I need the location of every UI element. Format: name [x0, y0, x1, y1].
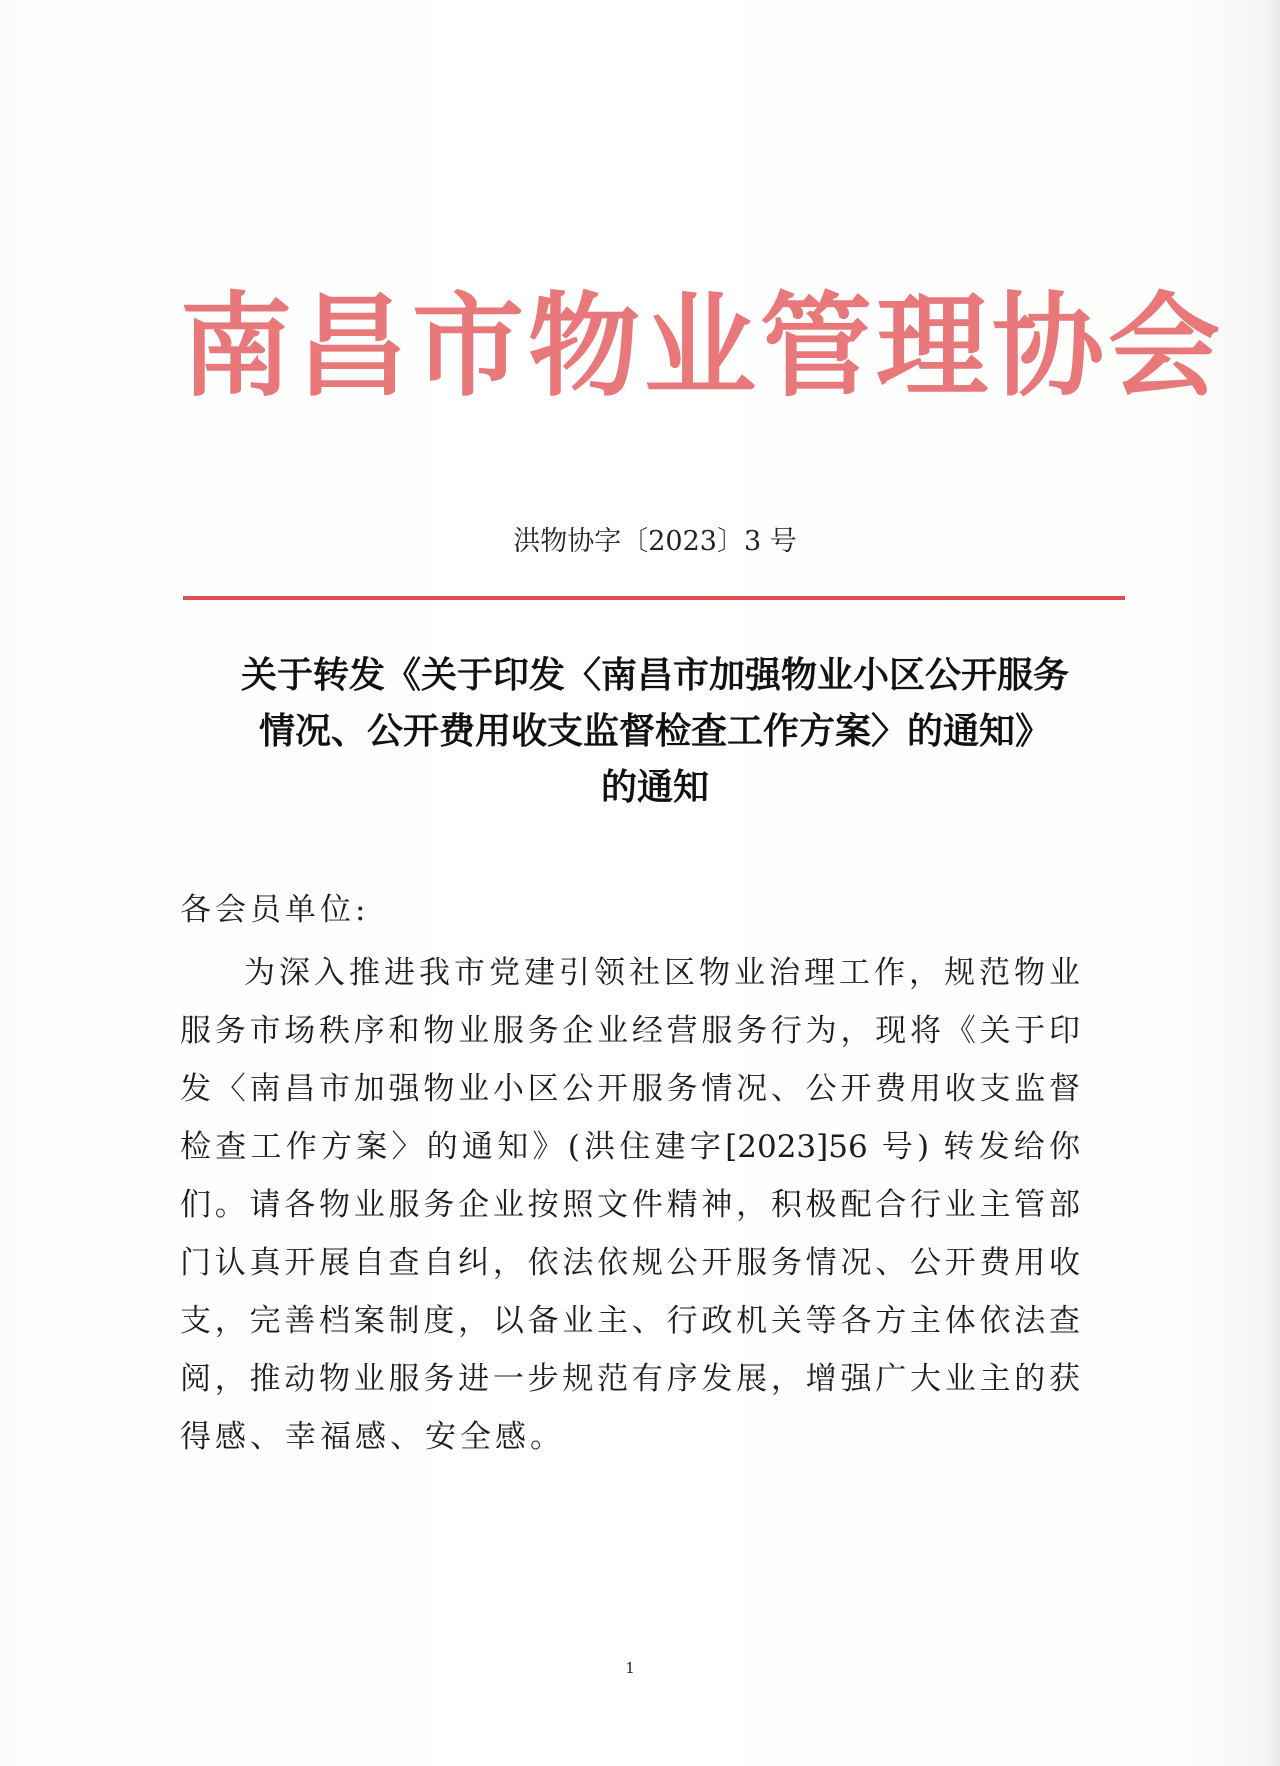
body-line: 们。请各物业服务企业按照文件精神，积极配合行业主管部 [180, 1187, 1080, 1223]
red-divider-rule [183, 596, 1125, 600]
body-line: 为深入推进我市党建引领社区物业治理工作，规范物业 [244, 955, 1080, 991]
body-line: 发〈南昌市加强物业小区公开服务情况、公开费用收支监督 [180, 1071, 1080, 1107]
body-line: 得感、幸福感、安全感。 [180, 1419, 565, 1455]
body-line: 检查工作方案〉的通知》(洪住建字[2023]56 号) 转发给你 [180, 1129, 1080, 1165]
salutation: 各会员单位: [180, 892, 370, 928]
document-number: 洪物协字〔2023〕3 号 [513, 526, 797, 557]
title-line: 的通知 [600, 767, 709, 808]
title-line: 关于转发《关于印发〈南昌市加强物业小区公开服务 [240, 655, 1069, 696]
body-line: 门认真开展自查自纠，依法依规公开服务情况、公开费用收 [180, 1245, 1080, 1281]
body-line: 阅，推动物业服务进一步规范有序发展，增强广大业主的获 [180, 1361, 1080, 1397]
body-line: 服务市场秩序和物业服务企业经营服务行为，现将《关于印 [180, 1013, 1080, 1049]
page-number: 1 [625, 1659, 635, 1677]
page-edge-shadow [1266, 0, 1280, 1766]
masthead-organization-name: 南昌市物业管理协会 [180, 282, 1224, 412]
title-line: 情况、公开费用收支监督检查工作方案〉的通知》 [258, 711, 1051, 752]
body-line: 支，完善档案制度，以备业主、行政机关等各方主体依法查 [180, 1303, 1080, 1339]
body-paragraph [180, 944, 1080, 1466]
notice-title [160, 648, 1150, 816]
